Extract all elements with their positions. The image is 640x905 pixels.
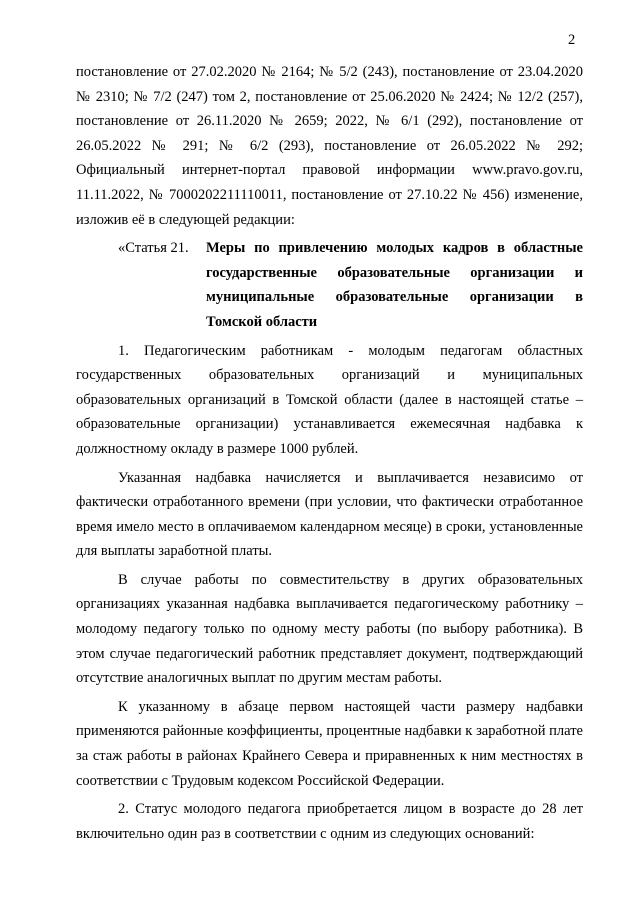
article-label: «Статья 21. — [118, 240, 189, 257]
paragraph-2: Указанная надбавка начисляется и выплачивается независимо от фактически отработанного времени (при условии, что фактически отработанное время имело место в оплачиваемом календарном месяце) в сроки, установленные для выплаты заработной платы. — [76, 469, 583, 560]
intro-paragraph: постановление от 27.02.2020 № 2164; № 5/2 (243), постановление от 23.04.2020 № 2310; № 7/2 (247) том 2, постановление от 25.06.2020 № 2424; № 12/2 (257), постановление от 26.11.2020 № 2659; 2022, № 6/1 (292), постановление от 26.05.2022 № 291; № 6/2 (293), постановление от 26.05.2022 № 292; Официальный интернет-портал правовой информации www.pravo.gov.ru, 11.11.2022, № 7000202211110011, постановление от 27.10.22 № 456) изменение, изложив её в следующей редакции: — [76, 64, 583, 228]
article-title: Меры по привлечению молодых кадров в областные государственные образовательные организации и муниципальные образовательные организации в Томской области — [206, 240, 583, 330]
paragraph-1: 1. Педагогическим работникам - молодым педагогам областных государственных образовательных организаций и муниципальных образовательных организаций в Томской области (далее в настоящей статье – образовательные организации) устанавливается ежемесячная надбавка к должностному окладу в размере 1000 рублей. — [76, 342, 583, 457]
paragraph-5: 2. Статус молодого педагога приобретается лицом в возрасте до 28 лет включительно один раз в соответствии с одним из следующих оснований: — [76, 801, 583, 842]
page-number: 2 — [568, 32, 576, 48]
paragraph-4: К указанному в абзаце первом настоящей части размеру надбавки применяются районные коэффициенты, процентные надбавки к заработной плате за стаж работы в районах Крайнего Севера и приравненных к ним местностях в соответствии с Трудовым кодексом Российской Федерации. — [76, 698, 583, 789]
paragraph-3: В случае работы по совместительству в других образовательных организациях указанная надбавка выплачивается педагогическому работнику – молодому педагогу только по одному месту работы (по выбору работника). В этом случае педагогический работник представляет документ, подтверждающий отсутствие аналогичных выплат по другим местам работы. — [76, 571, 583, 687]
document-body — [76, 60, 583, 846]
article-heading — [76, 236, 583, 334]
